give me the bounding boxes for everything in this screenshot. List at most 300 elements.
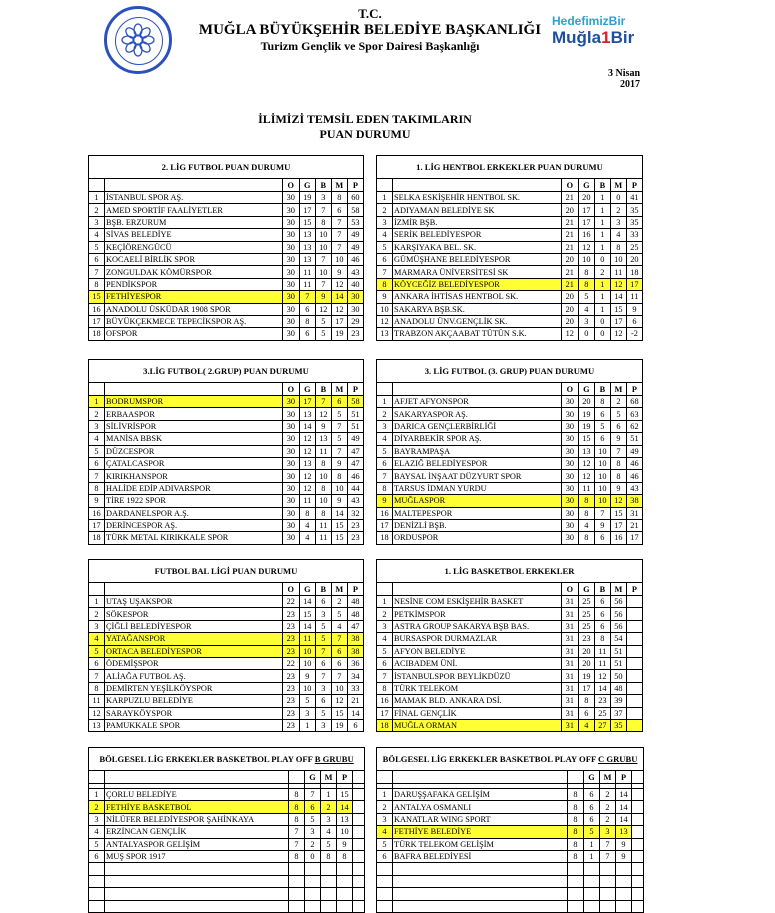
cell-p: 6	[626, 315, 642, 327]
cell-rank: 1	[377, 192, 393, 204]
column-header: P	[347, 383, 363, 396]
cell-m: 16	[610, 532, 626, 544]
team-name: KANATLAR WING SPORT	[393, 813, 568, 825]
cell-g: 8	[578, 495, 594, 507]
cell-m: 4	[331, 620, 347, 632]
cell-g: 13	[299, 241, 315, 253]
cell-m: 56	[610, 620, 626, 632]
column-header: G	[299, 383, 315, 396]
cell-b: 27	[594, 719, 610, 731]
table-row	[89, 482, 364, 494]
empty-cell	[321, 888, 337, 900]
cell-m: 7	[331, 445, 347, 457]
team-name: DİYARBEKİR SPOR AŞ.	[393, 433, 562, 445]
cell-b: 6	[594, 620, 610, 632]
empty-cell	[568, 863, 584, 875]
team-name: TÜRK TELEKOM GELİŞİM	[393, 838, 568, 850]
cell-m: 12	[331, 278, 347, 290]
cell-m: 8	[610, 457, 626, 469]
empty-cell	[353, 826, 365, 838]
cell-b: 7	[315, 278, 331, 290]
cell-g: 15	[578, 433, 594, 445]
cell-rank: 1	[377, 396, 393, 408]
cell-m: 2	[600, 789, 616, 801]
empty-cell	[305, 900, 321, 912]
column-header: P	[626, 383, 642, 396]
cell-m: 39	[610, 695, 626, 707]
playoff-table-title	[89, 748, 365, 771]
table-row	[377, 645, 643, 657]
cell-p: 48	[347, 596, 363, 608]
cell-p: 18	[626, 266, 642, 278]
team-name: BŞB. ERZURUM	[105, 216, 283, 228]
team-name: DEMİRTEN YEŞİLKÖYSPOR	[105, 682, 283, 694]
table-title: 3. LİG FUTBOL (3. GRUP) PUAN DURUMU	[377, 360, 643, 383]
table-row	[89, 291, 364, 303]
cell-rank: 9	[89, 495, 105, 507]
cell-p: 11	[626, 291, 642, 303]
slogan-line2	[552, 28, 662, 48]
cell-rank: 6	[89, 457, 105, 469]
empty-cell	[600, 900, 616, 912]
cell-o: 30	[282, 328, 299, 340]
cell-b: 5	[315, 707, 331, 719]
column-header: M	[610, 383, 626, 396]
cell-g: 6	[305, 801, 321, 813]
team-name: TARSUS İDMAN YURDU	[393, 482, 562, 494]
cell-g: 23	[578, 633, 594, 645]
cell-p: 58	[347, 204, 363, 216]
table-row	[89, 445, 364, 457]
table-row	[89, 315, 364, 327]
empty-cell	[584, 888, 600, 900]
cell-rank: 2	[377, 608, 393, 620]
cell-m: 56	[610, 596, 626, 608]
cell-m: 15	[610, 303, 626, 315]
institution-heading	[190, 6, 550, 53]
cell-rank: 8	[377, 278, 393, 290]
cell-m: 19	[331, 328, 347, 340]
team-name: ZONGULDAK KÖMÜRSPOR	[105, 266, 283, 278]
empty-cell	[600, 888, 616, 900]
column-header-blank	[632, 771, 644, 784]
column-header: O	[282, 583, 299, 596]
slogan-mugla: Muğla	[552, 28, 602, 47]
cell-p	[626, 719, 642, 731]
cell-p: 38	[347, 633, 363, 645]
cell-o: 8	[568, 813, 584, 825]
empty-cell	[632, 789, 644, 801]
team-name: UTAŞ UŞAKSPOR	[105, 596, 283, 608]
team-name: İZMİR BŞB.	[393, 216, 562, 228]
cell-m: 54	[610, 633, 626, 645]
cell-o: 30	[282, 470, 299, 482]
cell-b: 3	[315, 682, 331, 694]
table-row	[89, 707, 364, 719]
empty-cell	[321, 863, 337, 875]
cell-g: 8	[299, 315, 315, 327]
cell-rank: 5	[377, 445, 393, 457]
team-name: MUĞLA ORMAN	[393, 719, 562, 731]
cell-rank: 2	[377, 801, 393, 813]
cell-o: 21	[561, 216, 578, 228]
cell-m: 8	[321, 850, 337, 862]
table-row	[89, 801, 365, 813]
cell-rank: 4	[377, 633, 393, 645]
cell-g: 13	[299, 253, 315, 265]
column-header: B	[315, 383, 331, 396]
table-row	[89, 216, 364, 228]
cell-m: 9	[331, 457, 347, 469]
team-name: KARPUZLU BELEDİYE	[105, 695, 283, 707]
team-name: NESİNE COM ESKİŞEHİR BASKET	[393, 596, 562, 608]
column-header: B	[594, 179, 610, 192]
cell-g: 8	[578, 266, 594, 278]
cell-m: 12	[331, 695, 347, 707]
empty-cell	[632, 801, 644, 813]
team-name: ADIYAMAN BELEDİYE SK	[393, 204, 562, 216]
cell-b: 25	[594, 707, 610, 719]
cell-p: 49	[347, 241, 363, 253]
table-row	[377, 241, 643, 253]
cell-rank: 7	[89, 670, 105, 682]
team-name: FETHİYESPOR	[105, 291, 283, 303]
cell-g: 16	[578, 229, 594, 241]
team-name: ÇATALCASPOR	[105, 457, 283, 469]
table-row	[377, 801, 644, 813]
cell-g: 5	[578, 291, 594, 303]
team-name: OFSPOR	[105, 328, 283, 340]
table-row	[377, 253, 643, 265]
cell-m: 5	[331, 433, 347, 445]
cell-o: 30	[282, 216, 299, 228]
table-3-lig-2-grup	[88, 359, 364, 545]
cell-rank: 10	[377, 303, 393, 315]
column-header-blank	[393, 771, 568, 784]
cell-p: 21	[347, 695, 363, 707]
empty-cell	[393, 863, 568, 875]
table-row	[89, 278, 364, 290]
cell-p: 46	[626, 457, 642, 469]
cell-o: 23	[282, 707, 299, 719]
cell-g: 10	[299, 682, 315, 694]
table-row	[377, 826, 644, 838]
cell-p: 43	[347, 495, 363, 507]
table-row	[377, 838, 644, 850]
cell-rank: 18	[89, 532, 105, 544]
cell-g: 10	[578, 253, 594, 265]
empty-cell	[337, 900, 353, 912]
cell-m: 3	[321, 813, 337, 825]
cell-g: 25	[578, 608, 594, 620]
cell-g: 13	[299, 408, 315, 420]
cell-b: 10	[315, 229, 331, 241]
cell-o: 22	[282, 657, 299, 669]
column-header: P	[626, 583, 642, 596]
cell-rank: 4	[377, 229, 393, 241]
cell-m: 8	[610, 470, 626, 482]
cell-g: 6	[578, 707, 594, 719]
empty-cell	[353, 801, 365, 813]
cell-p: 31	[626, 507, 642, 519]
cell-p: 9	[337, 838, 353, 850]
cell-o: 21	[561, 278, 578, 290]
cell-b: 8	[315, 216, 331, 228]
cell-rank: 3	[377, 813, 393, 825]
cell-b: 6	[594, 608, 610, 620]
cell-o: 31	[561, 719, 578, 731]
cell-o: 30	[282, 420, 299, 432]
table-row	[377, 192, 643, 204]
table-row	[377, 850, 644, 862]
column-header: M	[331, 583, 347, 596]
cell-rank: 6	[377, 850, 393, 862]
cell-m: 4	[321, 826, 337, 838]
empty-cell	[337, 875, 353, 887]
team-name: ALİAĞA FUTBOL AŞ.	[105, 670, 283, 682]
cell-b: 1	[594, 241, 610, 253]
table-row	[377, 608, 643, 620]
cell-m: 6	[610, 420, 626, 432]
team-name: FETHİYE BASKETBOL	[105, 801, 289, 813]
team-name: SİLİVRİSPOR	[105, 420, 283, 432]
team-name: ERZİNCAN GENÇLİK	[105, 826, 289, 838]
cell-p: 51	[347, 420, 363, 432]
cell-rank: 2	[377, 204, 393, 216]
empty-cell	[89, 863, 105, 875]
cell-m: 14	[331, 291, 347, 303]
cell-p: 30	[347, 303, 363, 315]
empty-cell	[584, 875, 600, 887]
cell-m: 5	[331, 608, 347, 620]
slogan-one: 1	[601, 28, 611, 47]
cell-b: 1	[594, 303, 610, 315]
slogan-logo	[552, 14, 662, 54]
team-name: BURSASPOR DURMAZLAR	[393, 633, 562, 645]
cell-b: 10	[315, 495, 331, 507]
empty-cell	[105, 863, 289, 875]
cell-o: 30	[282, 315, 299, 327]
empty-cell	[377, 863, 393, 875]
empty-cell	[600, 875, 616, 887]
table-row	[377, 433, 643, 445]
cell-rank: 17	[377, 519, 393, 531]
table-row	[377, 266, 643, 278]
team-name: KIRIKHANSPOR	[105, 470, 283, 482]
cell-m: 5	[331, 408, 347, 420]
cell-rank: 2	[89, 408, 105, 420]
table-row	[89, 670, 364, 682]
column-header-blank	[377, 179, 393, 192]
column-header-blank	[89, 383, 105, 396]
slogan-line1: HedefimizBir	[552, 14, 626, 28]
team-name: KÖYCEĞİZ BELEDİYESPOR	[393, 278, 562, 290]
cell-b: 6	[594, 433, 610, 445]
cell-b: 11	[594, 657, 610, 669]
cell-rank: 16	[89, 303, 105, 315]
cell-g: 9	[299, 670, 315, 682]
cell-m: 10	[331, 253, 347, 265]
cell-g: 12	[578, 241, 594, 253]
team-name: ÇİĞLİ BELEDİYESPOR	[105, 620, 283, 632]
cell-b: 11	[594, 645, 610, 657]
cell-g: 20	[578, 192, 594, 204]
team-name: FETHİYE BELEDİYE	[393, 826, 568, 838]
column-header: G	[305, 771, 321, 784]
cell-o: 23	[282, 695, 299, 707]
cell-m: 5	[610, 408, 626, 420]
cell-o: 20	[561, 291, 578, 303]
cell-b: 6	[315, 596, 331, 608]
cell-b: 7	[594, 507, 610, 519]
cell-b: 11	[315, 445, 331, 457]
empty-cell	[305, 863, 321, 875]
table-playoff-b-grubu	[88, 747, 365, 913]
cell-m: 17	[610, 519, 626, 531]
cell-rank: 7	[89, 266, 105, 278]
cell-g: 3	[305, 826, 321, 838]
team-name: ACIBADEM ÜNİ.	[393, 657, 562, 669]
cell-p: 6	[347, 719, 363, 731]
empty-cell	[337, 863, 353, 875]
cell-rank: 13	[377, 328, 393, 340]
cell-g: 0	[305, 850, 321, 862]
empty-row	[377, 863, 644, 875]
team-name: ORTACA BELEDİYESPOR	[105, 645, 283, 657]
cell-o: 31	[561, 608, 578, 620]
empty-cell	[89, 900, 105, 912]
table-row	[89, 657, 364, 669]
empty-cell	[377, 900, 393, 912]
cell-o: 31	[561, 657, 578, 669]
cell-g: 11	[299, 278, 315, 290]
cell-o: 20	[561, 315, 578, 327]
empty-cell	[616, 900, 632, 912]
cell-p: 9	[616, 850, 632, 862]
cell-rank: 7	[377, 266, 393, 278]
empty-cell	[632, 838, 644, 850]
cell-b: 8	[594, 633, 610, 645]
cell-rank: 13	[89, 719, 105, 731]
team-name: KEÇİÖRENGÜCÜ	[105, 241, 283, 253]
cell-p: 21	[626, 519, 642, 531]
cell-b: 5	[315, 633, 331, 645]
cell-b: 7	[315, 253, 331, 265]
cell-m: 12	[610, 328, 626, 340]
cell-g: 19	[578, 670, 594, 682]
cell-o: 30	[282, 253, 299, 265]
playoff-title-text: BÖLGESEL LİG ERKEKLER BASKETBOL PLAY OFF	[382, 753, 599, 764]
empty-cell	[616, 875, 632, 887]
team-name: BÜYÜKÇEKMECE TEPECİKSPOR AŞ.	[105, 315, 283, 327]
column-header: B	[594, 383, 610, 396]
cell-rank: 7	[89, 470, 105, 482]
cell-o: 30	[282, 445, 299, 457]
table-row	[377, 719, 643, 731]
empty-cell	[289, 863, 305, 875]
table-row	[377, 315, 643, 327]
cell-rank: 3	[377, 216, 393, 228]
cell-p: 14	[347, 707, 363, 719]
cell-m: 15	[331, 532, 347, 544]
column-header: B	[315, 179, 331, 192]
cell-p: 40	[347, 278, 363, 290]
cell-rank: 16	[89, 507, 105, 519]
cell-p: 68	[626, 396, 642, 408]
cell-g: 1	[299, 719, 315, 731]
team-name: TİRE 1922 SPOR	[105, 495, 283, 507]
cell-o: 31	[561, 645, 578, 657]
column-header-blank	[377, 583, 393, 596]
cell-rank: 3	[89, 420, 105, 432]
table-row	[89, 495, 364, 507]
table-row	[89, 303, 364, 315]
column-header-blank	[353, 771, 365, 784]
team-name: DARUŞŞAFAKA GELİŞİM	[393, 789, 568, 801]
table-row	[89, 507, 364, 519]
table-title: 1. LİG BASKETBOL ERKEKLER	[377, 560, 643, 583]
table-row	[377, 813, 644, 825]
cell-g: 5	[299, 695, 315, 707]
cell-rank: 1	[89, 396, 105, 408]
cell-p: 53	[347, 216, 363, 228]
cell-g: 14	[299, 620, 315, 632]
team-name: DERİNCESPOR AŞ.	[105, 519, 283, 531]
table-row	[89, 457, 364, 469]
cell-o: 7	[289, 826, 305, 838]
empty-cell	[584, 863, 600, 875]
table-row	[377, 291, 643, 303]
cell-m: 3	[610, 216, 626, 228]
cell-m: 2	[331, 596, 347, 608]
cell-rank: 5	[89, 838, 105, 850]
column-header: G	[578, 383, 594, 396]
cell-b: 6	[594, 532, 610, 544]
team-name: SÖKESPOR	[105, 608, 283, 620]
column-header: M	[331, 179, 347, 192]
cell-g: 4	[578, 303, 594, 315]
column-header-blank	[377, 383, 393, 396]
cell-b: 5	[594, 420, 610, 432]
cell-m: 10	[331, 482, 347, 494]
team-name: KOCAELİ BİRLİK SPOR	[105, 253, 283, 265]
cell-p	[626, 682, 642, 694]
column-header: O	[282, 179, 299, 192]
cell-b: 0	[594, 328, 610, 340]
cell-p	[626, 670, 642, 682]
team-name: BAYRAMPAŞA	[393, 445, 562, 457]
team-name: ÇORLU BELEDİYE	[105, 789, 289, 801]
column-header-blank	[105, 179, 283, 192]
cell-rank: 8	[89, 278, 105, 290]
cell-g: 13	[299, 457, 315, 469]
team-name: DÜZCESPOR	[105, 445, 283, 457]
team-name: DARICA GENÇLERBİRLİĞİ	[393, 420, 562, 432]
cell-m: 15	[331, 519, 347, 531]
cell-p: 15	[337, 789, 353, 801]
cell-m: 6	[331, 396, 347, 408]
table-row	[89, 266, 364, 278]
cell-o: 8	[289, 813, 305, 825]
team-name: MUĞLASPOR	[393, 495, 562, 507]
slogan-bir: Bir	[610, 28, 635, 47]
team-name: AMED SPORTİF FAALİYETLER	[105, 204, 283, 216]
table-row	[89, 433, 364, 445]
team-name: PENDİKSPOR	[105, 278, 283, 290]
empty-cell	[377, 888, 393, 900]
column-header: G	[578, 179, 594, 192]
cell-m: 7	[331, 229, 347, 241]
